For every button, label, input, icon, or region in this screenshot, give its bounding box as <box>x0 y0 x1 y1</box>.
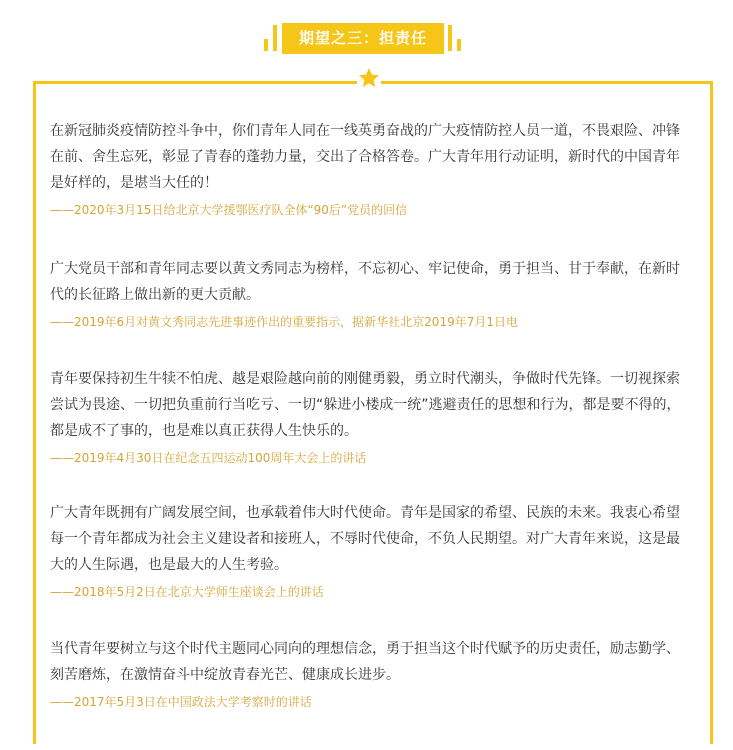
star-icon <box>357 66 381 90</box>
quote-source: ——2020年3月15日给北京大学援鄂医疗队全体“90后”党员的回信 <box>50 203 408 217</box>
quote-block <box>50 118 690 220</box>
quote-source: ——2018年5月2日在北京大学师生座谈会上的讲话 <box>50 585 324 599</box>
section-title: 期望之三：担责任 <box>282 23 444 54</box>
decor-bar <box>448 25 452 51</box>
quote-source: ——2019年4月30日在纪念五四运动100周年大会上的讲话 <box>50 451 367 465</box>
quote-block <box>50 256 690 332</box>
decor-bar <box>273 25 277 51</box>
quote-block <box>50 636 690 712</box>
quote-source: ——2019年6月对黄文秀同志先进事迹作出的重要指示，据新华社北京2019年7月1日电 <box>50 315 518 329</box>
quote-block <box>50 500 690 602</box>
quote-block <box>50 366 690 468</box>
decor-bars-right <box>448 25 461 51</box>
decor-bar <box>457 39 461 51</box>
decor-bar <box>264 39 268 51</box>
quote-text: 当代青年要树立与这个时代主题同心同向的理想信念，勇于担当这个时代赋予的历史责任，励志勤学、刻苦磨炼，在激情奋斗中绽放青春光芒、健康成长进步。 <box>50 641 680 683</box>
decor-bars-left <box>264 25 277 51</box>
quote-text: 在新冠肺炎疫情防控斗争中，你们青年人同在一线英勇奋战的广大疫情防控人员一道，不畏艰险、冲锋在前、舍生忘死，彰显了青春的蓬勃力量，交出了合格答卷。广大青年用行动证明，新时代的中国青年是好样的，是堪当大任的！ <box>50 123 680 191</box>
section-header <box>0 20 733 56</box>
quote-text: 青年要保持初生牛犊不怕虎、越是艰险越向前的刚健勇毅，勇立时代潮头，争做时代先锋。一切视探索尝试为畏途、一切把负重前行当吃亏、一切“躲进小楼成一统”逃避责任的思想和行为，都是要不得的，都是成不了事的，也是难以真正获得人生快乐的。 <box>50 371 681 439</box>
quote-text: 广大青年既拥有广阔发展空间，也承载着伟大时代使命。青年是国家的希望、民族的未来。我衷心希望每一个青年都成为社会主义建设者和接班人，不辱时代使命，不负人民期望。对广大青年来说，这是最大的人生际遇，也是最大的人生考验。 <box>50 505 680 573</box>
quote-source: ——2017年5月3日在中国政法大学考察时的讲话 <box>50 695 312 709</box>
quote-text: 广大党员干部和青年同志要以黄文秀同志为榜样，不忘初心、牢记使命，勇于担当、甘于奉献，在新时代的长征路上做出新的更大贡献。 <box>50 261 680 303</box>
